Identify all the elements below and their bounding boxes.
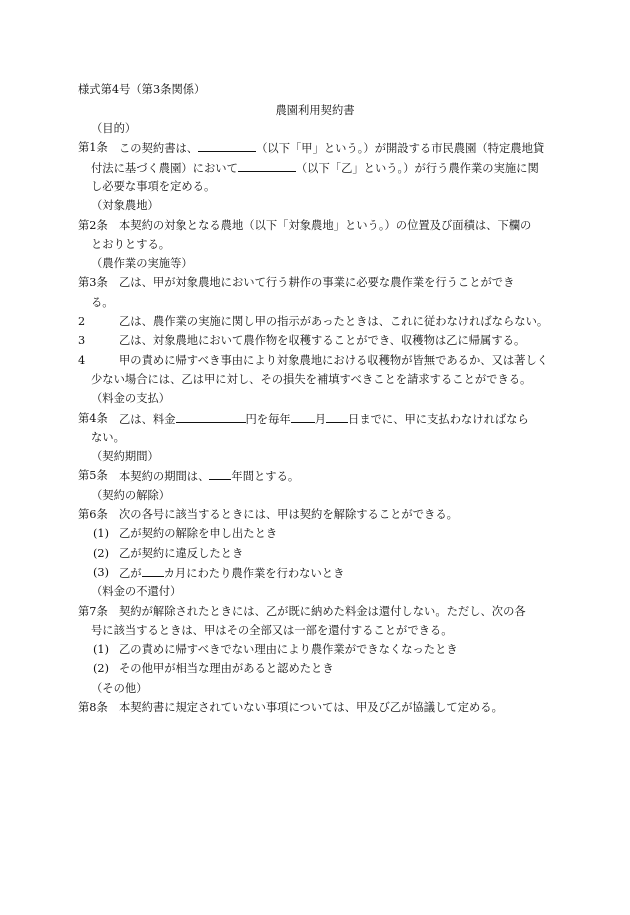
article-text-continued <box>91 160 630 177</box>
section-caption: （対象農地） <box>91 199 159 213</box>
article-number: 4 <box>78 353 86 367</box>
article-text <box>119 218 630 234</box>
text-run: この契約書は、 <box>119 142 199 156</box>
document-title: 農園利用契約書 <box>275 104 355 117</box>
text-run: 本契約の対象となる農地（以下「対象農地」という。）の位置及び面積は、下欄の <box>119 218 532 232</box>
item-text <box>119 642 630 658</box>
article-text <box>119 507 630 523</box>
text-run: 甲の責めに帰すべき事由により対象農地における収穫物が皆無であるか、又は著しく <box>119 353 549 367</box>
article-text-continued <box>91 237 630 253</box>
article-text <box>119 353 630 369</box>
article-number: 第2条 <box>78 218 108 232</box>
article-text-continued <box>91 623 630 639</box>
fill-in-blank <box>291 411 315 423</box>
text-run: 年間とする。 <box>231 470 300 484</box>
article-number: 第4条 <box>78 411 108 425</box>
fill-in-blank <box>142 565 164 577</box>
fill-in-blank <box>209 468 231 480</box>
section-caption: （契約の解除） <box>91 488 171 502</box>
text-run: 契約が解除されたときには、乙が既に納めた料金は還付しない。ただし、次の各 <box>119 604 526 618</box>
article-number: 3 <box>78 334 86 348</box>
article-text-continued <box>91 430 630 446</box>
item-number: (1) <box>93 527 110 541</box>
item-number: (1) <box>93 643 110 657</box>
section-caption: （料金の支払） <box>91 392 171 406</box>
text-run: 付法に基づく農園）において <box>91 161 238 175</box>
text-run: し必要な事項を定める。 <box>91 179 216 193</box>
fill-in-blank <box>176 411 246 423</box>
text-run: 月 <box>314 412 327 426</box>
text-run: 本契約書に規定されていない事項については、甲及び乙が協議して定める。 <box>119 701 503 714</box>
article-number: 第8条 <box>78 701 108 714</box>
item-text <box>119 526 630 542</box>
item-number: (2) <box>93 662 110 676</box>
article-text <box>119 411 630 428</box>
text-run: （以下「乙」という。）が行う農作業の実施に関 <box>295 161 539 175</box>
text-run: 円を毎年 <box>245 412 291 426</box>
article-text <box>119 700 630 716</box>
text-run: 乙が契約に違反したとき <box>119 546 244 560</box>
section-caption: （料金の不還付） <box>91 585 182 599</box>
text-run: 少ない場合には、乙は甲に対し、その損失を補填すべきことを請求することができる。 <box>91 372 532 386</box>
article-text <box>119 468 630 485</box>
item-text <box>119 661 630 677</box>
article-text-continued <box>91 179 630 195</box>
article-number: 第6条 <box>78 508 108 521</box>
text-run: （以下「甲」という。）が開設する市民農園（特定農地貸 <box>256 142 545 156</box>
section-caption: （その他） <box>91 681 148 695</box>
fill-in-blank <box>238 160 296 172</box>
text-run: 号に該当するときは、甲はその全部又は一部を還付することができる。 <box>91 623 453 637</box>
text-run: 乙は、料金 <box>119 412 176 426</box>
text-run: 次の各号に該当するときには、甲は契約を解除することができる。 <box>119 508 458 521</box>
text-run: 乙は、甲が対象農地において行う耕作の事業に必要な農作業を行うことができ <box>119 276 515 290</box>
article-number: 第5条 <box>78 469 108 483</box>
fill-in-blank <box>326 411 348 423</box>
fill-in-blank <box>198 140 256 152</box>
text-run: 日までに、甲に支払わなければなら <box>348 412 529 426</box>
text-run: 乙は、対象農地において農作物を収穫することができ、収穫物は乙に帰属する。 <box>119 334 526 348</box>
article-number: 第7条 <box>78 604 108 618</box>
section-caption: （目的） <box>91 122 137 135</box>
text-run: とおりとする。 <box>91 237 171 251</box>
text-run: 本契約の期間は、 <box>119 470 210 484</box>
text-run: 乙は、農作業の実施に関し甲の指示があったときは、これに従わなければならない。 <box>119 315 549 328</box>
text-run: 乙の責めに帰すべきでない理由により農作業ができなくなったとき <box>119 643 458 657</box>
article-text-continued <box>91 295 630 311</box>
article-text <box>119 140 630 157</box>
text-run: その他甲が相当な理由があると認めたとき <box>119 662 334 676</box>
item-number: (2) <box>93 546 110 560</box>
article-text-continued <box>91 372 630 388</box>
form-number: 様式第4号（第3条関係） <box>78 83 206 96</box>
article-number: 第3条 <box>78 276 108 290</box>
article-text <box>119 333 630 349</box>
article-text <box>119 314 630 330</box>
item-text <box>119 565 630 582</box>
section-caption: （契約期間） <box>91 450 159 464</box>
article-text <box>119 275 630 291</box>
article-number: 2 <box>78 315 86 328</box>
item-number: (3) <box>93 565 110 579</box>
text-run: 乙が <box>119 566 142 580</box>
text-run: 乙が契約の解除を申し出たとき <box>119 527 278 541</box>
article-text <box>119 604 630 620</box>
section-caption: （農作業の実施等） <box>91 257 193 271</box>
text-run: ない。 <box>91 430 125 444</box>
text-run: る。 <box>91 295 114 309</box>
item-text <box>119 546 630 562</box>
article-number: 第1条 <box>78 141 108 155</box>
text-run: カ月にわたり農作業を行わないとき <box>163 566 345 580</box>
